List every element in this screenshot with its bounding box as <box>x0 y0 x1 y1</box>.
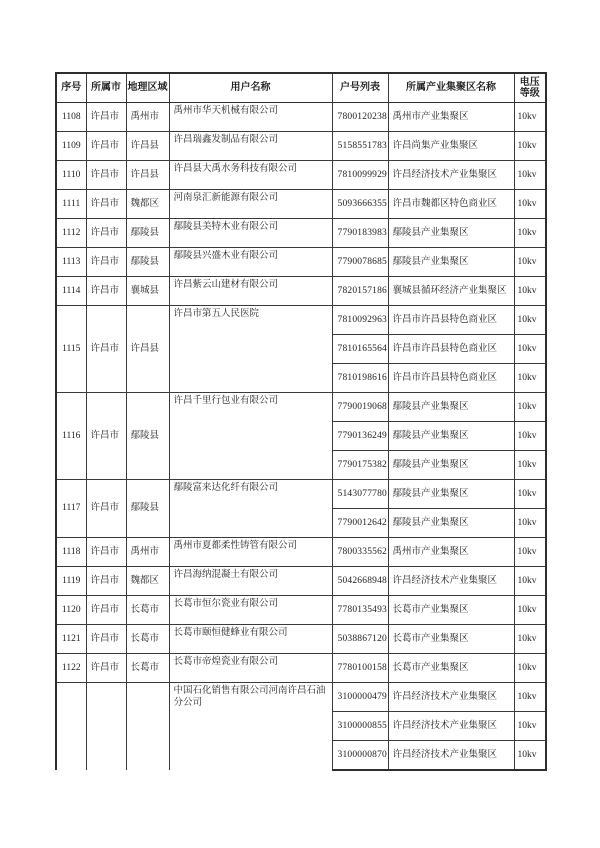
cell-voltage: 10kv <box>514 422 546 451</box>
cell-voltage: 10kv <box>514 190 546 219</box>
cell-seq: 1115 <box>56 306 86 393</box>
cell-account: 5093666355 <box>332 190 388 219</box>
cell-user: 许昌千里行包业有限公司 <box>169 393 332 480</box>
cell-region: 鄢陵县 <box>126 219 169 248</box>
table-row <box>56 103 546 132</box>
cell-city: 许昌市 <box>86 190 126 219</box>
header-row <box>56 73 546 103</box>
cell-cluster: 鄢陵县产业集聚区 <box>388 393 514 422</box>
cell-region: 禹州市 <box>126 538 169 567</box>
cell-seq: 1121 <box>56 625 86 654</box>
cell-user: 鄢陵县美特木业有限公司 <box>169 219 332 248</box>
cell-cluster: 禹州市产业集聚区 <box>388 103 514 132</box>
cell-account: 7800120238 <box>332 103 388 132</box>
cell-cluster: 许昌经济技术产业集聚区 <box>388 741 514 770</box>
table-row <box>56 596 546 625</box>
cell-voltage: 10kv <box>514 480 546 509</box>
table-row <box>56 248 546 277</box>
cell-seq: 1108 <box>56 103 86 132</box>
cell-account: 5158551783 <box>332 132 388 161</box>
cell-voltage: 10kv <box>514 306 546 335</box>
cell-cluster: 许昌经济技术产业集聚区 <box>388 712 514 741</box>
cell-seq: 1116 <box>56 393 86 480</box>
cell-cluster: 许昌市许昌县特色商业区 <box>388 335 514 364</box>
cell-account: 7780135493 <box>332 596 388 625</box>
cell-seq: 1109 <box>56 132 86 161</box>
cell-city: 许昌市 <box>86 596 126 625</box>
cell-city: 许昌市 <box>86 567 126 596</box>
cell-user: 禹州市夏都柔性铸管有限公司 <box>169 538 332 567</box>
cell-voltage: 10kv <box>514 161 546 190</box>
cell-user: 许昌紫云山建材有限公司 <box>169 277 332 306</box>
cell-user: 长葛市恒尔瓷业有限公司 <box>169 596 332 625</box>
cell-region: 长葛市 <box>126 596 169 625</box>
cell-account: 7810198616 <box>332 364 388 393</box>
cell-region: 魏都区 <box>126 567 169 596</box>
cell-user: 许昌县大禹水务科技有限公司 <box>169 161 332 190</box>
table-row <box>56 306 546 335</box>
cell-city: 许昌市 <box>86 480 126 538</box>
cell-user: 河南泉汇新能源有限公司 <box>169 190 332 219</box>
cell-region: 禹州市 <box>126 103 169 132</box>
cell-account: 7790183983 <box>332 219 388 248</box>
cell-account: 7790019068 <box>332 393 388 422</box>
column-header-account: 户号列表 <box>332 73 388 103</box>
cell-seq: 1118 <box>56 538 86 567</box>
cell-account: 5143077780 <box>332 480 388 509</box>
cell-cluster: 鄢陵县产业集聚区 <box>388 248 514 277</box>
cell-city: 许昌市 <box>86 248 126 277</box>
cell-cluster: 许昌市许昌县特色商业区 <box>388 306 514 335</box>
cell-voltage: 10kv <box>514 712 546 741</box>
cell-account: 7790136249 <box>332 422 388 451</box>
cell-seq: 1114 <box>56 277 86 306</box>
cell-account: 7820157186 <box>332 277 388 306</box>
cell-region: 许昌县 <box>126 132 169 161</box>
cell-city: 许昌市 <box>86 306 126 393</box>
table-row <box>56 480 546 509</box>
cell-cluster: 禹州市产业集聚区 <box>388 538 514 567</box>
cell-city: 许昌市 <box>86 654 126 683</box>
cell-seq: 1122 <box>56 654 86 683</box>
cell-voltage: 10kv <box>514 248 546 277</box>
cell-cluster: 长葛市产业集聚区 <box>388 654 514 683</box>
cell-city: 许昌市 <box>86 219 126 248</box>
cell-region: 长葛市 <box>126 654 169 683</box>
cell-city: 许昌市 <box>86 393 126 480</box>
cell-cluster: 许昌市许昌县特色商业区 <box>388 364 514 393</box>
column-header-city: 所属市 <box>86 73 126 103</box>
cell-account: 3100000870 <box>332 741 388 770</box>
column-header-voltage: 电压等级 <box>514 73 546 103</box>
table-header <box>56 73 546 103</box>
column-header-user: 用户名称 <box>169 73 332 103</box>
cell-account: 7790175382 <box>332 451 388 480</box>
cell-voltage: 10kv <box>514 393 546 422</box>
cell-user: 长葛市颐恒健蜂业有限公司 <box>169 625 332 654</box>
table-row <box>56 161 546 190</box>
table-row <box>56 393 546 422</box>
cell-cluster: 鄢陵县产业集聚区 <box>388 480 514 509</box>
cell-seq: 1112 <box>56 219 86 248</box>
cell-region: 魏都区 <box>126 190 169 219</box>
column-header-cluster: 所属产业集聚区名称 <box>388 73 514 103</box>
cell-user: 禹州市华天机械有限公司 <box>169 103 332 132</box>
cell-seq <box>56 683 86 770</box>
cell-seq: 1113 <box>56 248 86 277</box>
table-row <box>56 654 546 683</box>
cell-cluster: 许昌市魏都区特色商业区 <box>388 190 514 219</box>
cell-city: 许昌市 <box>86 161 126 190</box>
cell-user: 鄢陵县兴盛木业有限公司 <box>169 248 332 277</box>
cell-user: 鄢陵富来达化纤有限公司 <box>169 480 332 538</box>
cell-cluster: 许昌经济技术产业集聚区 <box>388 683 514 712</box>
cell-region: 襄城县 <box>126 277 169 306</box>
cell-cluster: 许昌经济技术产业集聚区 <box>388 161 514 190</box>
cell-account: 7780100158 <box>332 654 388 683</box>
cell-voltage: 10kv <box>514 654 546 683</box>
table-row <box>56 625 546 654</box>
cell-region: 许昌县 <box>126 161 169 190</box>
cell-user: 中国石化销售有限公司河南许昌石油分公司 <box>169 683 332 770</box>
cell-voltage: 10kv <box>514 596 546 625</box>
cell-voltage: 10kv <box>514 509 546 538</box>
table-row <box>56 683 546 712</box>
cell-voltage: 10kv <box>514 277 546 306</box>
table-row <box>56 567 546 596</box>
cell-account: 7810092963 <box>332 306 388 335</box>
table-row <box>56 132 546 161</box>
cell-seq: 1120 <box>56 596 86 625</box>
cell-voltage: 10kv <box>514 451 546 480</box>
cell-account: 7810165564 <box>332 335 388 364</box>
cell-voltage: 10kv <box>514 335 546 364</box>
table-body <box>56 103 546 770</box>
table-row <box>56 190 546 219</box>
cell-cluster: 鄢陵县产业集聚区 <box>388 451 514 480</box>
cell-account: 3100000855 <box>332 712 388 741</box>
cell-region: 许昌县 <box>126 306 169 393</box>
column-header-region: 地理区域 <box>126 73 169 103</box>
cell-city: 许昌市 <box>86 625 126 654</box>
cell-cluster: 长葛市产业集聚区 <box>388 596 514 625</box>
cell-cluster: 长葛市产业集聚区 <box>388 625 514 654</box>
cell-voltage: 10kv <box>514 132 546 161</box>
cell-region: 长葛市 <box>126 625 169 654</box>
cell-user: 许昌海纳混凝土有限公司 <box>169 567 332 596</box>
cell-cluster: 鄢陵县产业集聚区 <box>388 422 514 451</box>
cell-city <box>86 683 126 770</box>
cell-account: 3100000479 <box>332 683 388 712</box>
cell-city: 许昌市 <box>86 277 126 306</box>
cell-user: 许昌市第五人民医院 <box>169 306 332 393</box>
cell-voltage: 10kv <box>514 103 546 132</box>
cell-cluster: 鄢陵县产业集聚区 <box>388 509 514 538</box>
cell-city: 许昌市 <box>86 132 126 161</box>
cell-account: 7790012642 <box>332 509 388 538</box>
cell-region: 鄢陵县 <box>126 480 169 538</box>
cell-region <box>126 683 169 770</box>
cell-region: 鄢陵县 <box>126 393 169 480</box>
cell-voltage: 10kv <box>514 625 546 654</box>
cell-voltage: 10kv <box>514 567 546 596</box>
cell-seq: 1111 <box>56 190 86 219</box>
cell-seq: 1110 <box>56 161 86 190</box>
column-header-seq: 序号 <box>56 73 86 103</box>
cell-voltage: 10kv <box>514 219 546 248</box>
cell-account: 7800335562 <box>332 538 388 567</box>
table-row <box>56 219 546 248</box>
table-row <box>56 277 546 306</box>
table-row <box>56 538 546 567</box>
cell-user: 长葛市帝煌瓷业有限公司 <box>169 654 332 683</box>
cell-region: 鄢陵县 <box>126 248 169 277</box>
cell-seq: 1119 <box>56 567 86 596</box>
customer-table <box>55 72 547 771</box>
cell-city: 许昌市 <box>86 538 126 567</box>
cell-account: 7810099929 <box>332 161 388 190</box>
cell-seq: 1117 <box>56 480 86 538</box>
cell-voltage: 10kv <box>514 683 546 712</box>
cell-voltage: 10kv <box>514 741 546 770</box>
cell-user: 许昌瑞鑫发制品有限公司 <box>169 132 332 161</box>
cell-cluster: 鄢陵县产业集聚区 <box>388 219 514 248</box>
cell-voltage: 10kv <box>514 364 546 393</box>
cell-cluster: 襄城县循环经济产业集聚区 <box>388 277 514 306</box>
cell-cluster: 许昌经济技术产业集聚区 <box>388 567 514 596</box>
cell-account: 5038867120 <box>332 625 388 654</box>
cell-account: 7790078685 <box>332 248 388 277</box>
cell-city: 许昌市 <box>86 103 126 132</box>
cell-cluster: 许昌尚集产业集聚区 <box>388 132 514 161</box>
cell-account: 5042668948 <box>332 567 388 596</box>
cell-voltage: 10kv <box>514 538 546 567</box>
